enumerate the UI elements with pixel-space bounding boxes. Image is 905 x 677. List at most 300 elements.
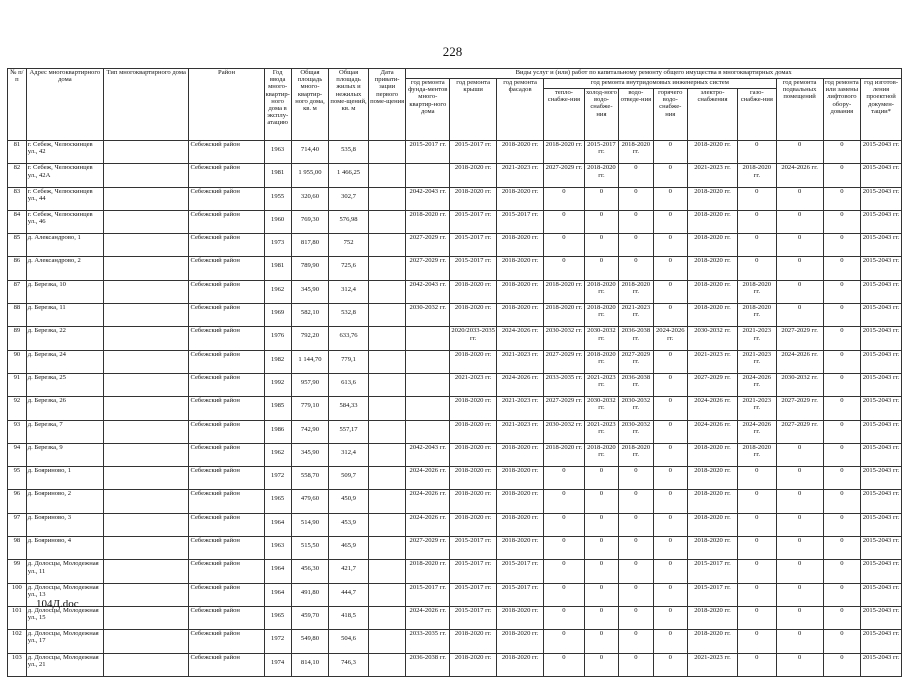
table-cell: 0 [738,187,777,210]
table-cell [368,280,406,303]
table-cell: 0 [823,537,861,560]
table-cell: 2018-2020 гг. [497,280,544,303]
table-cell [103,141,189,164]
table-cell [368,443,406,466]
table-row [8,210,902,233]
table-row [8,234,902,257]
table-cell [368,257,406,280]
table-cell: 0 [619,164,653,187]
table-row [8,327,902,350]
table-cell: 103 [8,653,27,676]
table-cell: д. Березка, 25 [26,373,103,396]
table-cell: 2015-2043 гг. [861,397,902,420]
table-cell: 0 [584,187,618,210]
header-elevator: год ремонта или замены лифтового обору-дования [823,79,861,141]
table-cell: Себежский район [189,513,264,536]
table-row [8,187,902,210]
table-cell: 2024-2026 гг. [497,327,544,350]
table-cell: 2030-2032 гг. [584,397,618,420]
table-cell: 2015-2017 гг. [406,141,450,164]
table-cell: 0 [619,583,653,606]
table-cell [103,397,189,420]
table-cell: 0 [738,583,777,606]
table-cell: 0 [653,397,687,420]
table-cell: 1964 [264,560,291,583]
header-systems-group: год ремонта внутридомовых инженерных систем [544,79,777,89]
table-cell: 1972 [264,630,291,653]
table-cell: 0 [823,420,861,443]
header-heat: тепло-снабже-ния [544,89,585,141]
table-cell: 2042-2043 гг. [406,187,450,210]
table-cell: 2018-2020 гг. [687,606,737,629]
table-cell: 2015-2017 гг. [450,583,497,606]
table-cell: 2021-2023 гг. [687,653,737,676]
table-cell: 1955 [264,187,291,210]
table-cell [368,467,406,490]
table-cell: д. Александрово, 1 [26,234,103,257]
table-cell [406,327,450,350]
table-cell: 1960 [264,210,291,233]
table-cell: 2015-2017 гг. [687,583,737,606]
table-cell: 2021-2023 гг. [584,373,618,396]
table-cell [406,164,450,187]
header-type: Тип многоквартирного дома [103,69,189,141]
table-cell: 1963 [264,141,291,164]
table-cell: 89 [8,327,27,350]
table-cell: Себежский район [189,164,264,187]
table-cell: Себежский район [189,397,264,420]
table-cell: 2015-2043 гг. [861,443,902,466]
table-cell: 491,80 [291,583,329,606]
table-cell [103,583,189,606]
table-cell: д. Березка, 26 [26,397,103,420]
table-cell: 2030-2032 гг. [619,420,653,443]
table-cell: 0 [823,560,861,583]
table-cell: 2018-2020 гг. [497,630,544,653]
table-row [8,443,902,466]
table-cell: 2018-2020 гг. [497,513,544,536]
table-cell: 0 [653,513,687,536]
table-cell: Себежский район [189,234,264,257]
table-cell: 2018-2020 гг. [450,467,497,490]
table-cell: 2027-2029 гг. [776,420,823,443]
table-cell: 2027-2029 гг. [406,234,450,257]
table-cell: 0 [544,630,585,653]
table-cell: 81 [8,141,27,164]
table-cell: 0 [823,583,861,606]
table-body [8,141,902,677]
table-cell: 2015-2017 гг. [450,234,497,257]
table-cell: 0 [738,210,777,233]
table-cell: 0 [619,490,653,513]
table-cell: 2024-2026 гг. [738,373,777,396]
table-cell: 2018-2020 гг. [687,210,737,233]
table-cell: 0 [738,537,777,560]
table-cell: 2027-2029 гг. [776,327,823,350]
table-cell: 0 [584,210,618,233]
table-cell [368,187,406,210]
table-cell [103,630,189,653]
table-cell: 0 [823,327,861,350]
table-cell [103,164,189,187]
table-cell: 1964 [264,513,291,536]
table-cell: 779,1 [329,350,369,373]
table-cell: 2018-2020 гг. [497,537,544,560]
table-cell: 2018-2020 гг. [450,653,497,676]
table-cell: 2027-2029 гг. [544,350,585,373]
table-cell: 102 [8,630,27,653]
table-cell: 101 [8,606,27,629]
table-cell: 1965 [264,606,291,629]
table-row [8,513,902,536]
table-cell: 85 [8,234,27,257]
table-cell: 1981 [264,164,291,187]
table-cell: 0 [544,606,585,629]
table-cell: 479,60 [291,490,329,513]
table-cell: 82 [8,164,27,187]
table-cell: 1973 [264,234,291,257]
table-cell: 1992 [264,373,291,396]
table-cell: 2030-2032 гг. [776,373,823,396]
table-cell [406,420,450,443]
table-cell: 2015-2043 гг. [861,630,902,653]
header-cold-water: холод-ного водо-снабже-ния [584,89,618,141]
table-cell: 99 [8,560,27,583]
table-cell: 0 [823,490,861,513]
table-cell: 769,30 [291,210,329,233]
table-cell: Себежский район [189,187,264,210]
table-cell: 0 [619,210,653,233]
table-cell: Себежский район [189,630,264,653]
table-cell: д. Березка, 9 [26,443,103,466]
table-cell: 2015-2043 гг. [861,164,902,187]
table-cell: 0 [619,537,653,560]
table-cell: 302,7 [329,187,369,210]
table-cell: 2015-2017 гг. [450,210,497,233]
table-cell: д. Бояриново, 4 [26,537,103,560]
table-cell [406,350,450,373]
header-address: Адрес многоквартирного дома [26,69,103,141]
table-cell: 2015-2017 гг. [406,583,450,606]
table-cell: 2018-2020 гг. [687,141,737,164]
table-cell: д. Бояриново, 2 [26,490,103,513]
table-cell: 0 [823,257,861,280]
table-cell: 714,40 [291,141,329,164]
table-cell: 2015-2017 гг. [687,560,737,583]
table-cell: 2030-2032 гг. [544,420,585,443]
table-cell [368,304,406,327]
table-cell: 0 [653,467,687,490]
table-cell: 2018-2020 гг. [544,443,585,466]
table-row [8,280,902,303]
table-cell: 0 [653,187,687,210]
table-cell: Себежский район [189,467,264,490]
table-cell: 1976 [264,327,291,350]
table-cell: 0 [823,141,861,164]
table-cell [368,420,406,443]
header-basement: год ремонта подвальных помещений [776,79,823,141]
table-cell: 2018-2020 гг. [687,537,737,560]
table-cell: 2020/2033-2035 гг. [450,327,497,350]
table-cell: д. Долосцы, Молодежная ул., 13 [26,583,103,606]
table-cell: 2018-2020 гг. [450,304,497,327]
table-cell: 93 [8,420,27,443]
header-docs: год изготов-ления проектной докумен-тации* [861,79,902,141]
table-cell: 0 [653,373,687,396]
table-cell: 2021-2023 гг. [738,350,777,373]
table-cell: Себежский район [189,210,264,233]
table-cell [103,234,189,257]
table-cell: 2015-2043 гг. [861,350,902,373]
table-cell: 2021-2023 гг. [584,420,618,443]
table-cell: 752 [329,234,369,257]
table-cell: 558,70 [291,467,329,490]
table-cell [406,373,450,396]
table-cell: 0 [544,257,585,280]
table-cell: 742,90 [291,420,329,443]
table-cell: 421,7 [329,560,369,583]
table-cell [103,373,189,396]
table-cell: Себежский район [189,537,264,560]
table-row [8,490,902,513]
table-cell: 2018-2020 гг. [497,304,544,327]
table-cell: 0 [544,210,585,233]
table-cell: 0 [619,560,653,583]
table-cell: д. Александрово, 2 [26,257,103,280]
table-cell: 0 [776,606,823,629]
table-cell: 2015-2043 гг. [861,560,902,583]
table-cell: 2018-2020 гг. [687,490,737,513]
table-cell: 725,6 [329,257,369,280]
table-cell: 0 [823,397,861,420]
table-cell: 0 [823,467,861,490]
table-cell: 83 [8,187,27,210]
table-cell: 87 [8,280,27,303]
table-cell: 0 [823,210,861,233]
table-cell: 2018-2020 гг. [450,187,497,210]
table-cell [103,513,189,536]
table-cell: 320,60 [291,187,329,210]
table-cell: 2018-2020 гг. [450,443,497,466]
table-row [8,397,902,420]
table-cell: 0 [738,234,777,257]
table-cell: 0 [738,257,777,280]
table-cell [103,653,189,676]
table-cell: д. Березка, 11 [26,304,103,327]
table-cell: 0 [823,373,861,396]
table-cell: 0 [823,606,861,629]
table-cell: 2018-2020 гг. [738,164,777,187]
table-cell: 2018-2020 гг. [687,257,737,280]
table-cell [103,490,189,513]
table-cell: 2021-2023 гг. [687,164,737,187]
table-cell: 2024-2026 гг. [687,420,737,443]
table-cell: 2018-2020 гг. [450,397,497,420]
table-cell: 91 [8,373,27,396]
table-cell: 2018-2020 гг. [738,443,777,466]
table-row [8,630,902,653]
table-cell: 312,4 [329,443,369,466]
table-cell: 0 [653,141,687,164]
table-cell [368,490,406,513]
table-cell: Себежский район [189,350,264,373]
table-cell: 2015-2017 гг. [450,537,497,560]
table-cell: 0 [544,537,585,560]
table-row [8,257,902,280]
table-row [8,304,902,327]
table-cell: 0 [619,257,653,280]
table-cell: 0 [776,630,823,653]
table-cell: 2018-2020 гг. [497,606,544,629]
table-cell: 0 [823,187,861,210]
table-cell: 88 [8,304,27,327]
table-cell: д. Бояриново, 1 [26,467,103,490]
table-cell: 2024-2026 гг. [406,490,450,513]
table-cell: 0 [619,234,653,257]
table-cell [103,560,189,583]
table-cell: 0 [776,141,823,164]
table-cell: 2030-2032 гг. [544,327,585,350]
table-cell: 0 [619,630,653,653]
table-cell: 2015-2043 гг. [861,490,902,513]
table-cell: Себежский район [189,141,264,164]
table-cell [368,630,406,653]
table-cell: 345,90 [291,280,329,303]
table-cell [368,210,406,233]
table-cell [368,537,406,560]
table-cell: 1 466,25 [329,164,369,187]
table-cell: 2021-2023 гг. [619,304,653,327]
table-cell: 312,4 [329,280,369,303]
table-cell [368,583,406,606]
table-cell: 0 [776,583,823,606]
table-cell: 535,8 [329,141,369,164]
table-cell: 2018-2020 гг. [497,141,544,164]
table-cell: 2021-2023 гг. [738,397,777,420]
table-cell: 2021-2023 гг. [497,164,544,187]
table-cell: 100 [8,583,27,606]
table-cell: 2015-2043 гг. [861,606,902,629]
table-cell: 459,70 [291,606,329,629]
header-services-group: Виды услуг и (или) работ по капитальному ремонту общего имущества в многоквартирных домах [406,69,902,79]
table-cell [103,257,189,280]
table-cell [368,350,406,373]
table-cell: 515,50 [291,537,329,560]
table-row [8,537,902,560]
table-cell: 2015-2043 гг. [861,187,902,210]
table-cell: 465,9 [329,537,369,560]
table-cell: 2030-2032 гг. [584,327,618,350]
table-cell: 0 [544,234,585,257]
table-cell: Себежский район [189,257,264,280]
table-row [8,350,902,373]
table-cell: 0 [823,443,861,466]
table-cell: 0 [544,467,585,490]
table-cell: 789,90 [291,257,329,280]
table-cell: 2021-2023 гг. [497,350,544,373]
table-cell: 2015-2043 гг. [861,280,902,303]
table-cell: 2018-2020 гг. [687,304,737,327]
table-cell: 2030-2032 гг. [687,327,737,350]
header-foundation: год ремонта фунда-ментов много-квартир-ного дома [406,79,450,141]
table-cell: 2018-2020 гг. [687,630,737,653]
table-cell: 2015-2043 гг. [861,513,902,536]
table-row [8,583,902,606]
table-cell: 2021-2023 гг. [738,327,777,350]
table-cell: 2018-2020 гг. [406,210,450,233]
table-cell: 0 [544,583,585,606]
table-cell [103,327,189,350]
table-cell: 2042-2043 гг. [406,280,450,303]
table-cell: 0 [653,257,687,280]
table-cell [103,420,189,443]
table-cell: 1969 [264,304,291,327]
table-cell: 2027-2029 гг. [406,257,450,280]
table-cell: Себежский район [189,420,264,443]
table-cell: 0 [653,443,687,466]
table-cell: 0 [776,653,823,676]
table-cell: 92 [8,397,27,420]
table-cell: 2018-2020 гг. [450,350,497,373]
table-cell: 0 [653,537,687,560]
table-cell [368,653,406,676]
table-cell [103,606,189,629]
table-cell: 0 [584,467,618,490]
table-cell: 0 [619,467,653,490]
table-cell: 0 [584,583,618,606]
table-cell: 2042-2043 гг. [406,443,450,466]
table-cell: 746,3 [329,653,369,676]
header-living-area: Общая площадь жилых и нежилых поме-щений, кв. м [329,69,369,141]
table-cell: 2018-2020 гг. [450,513,497,536]
table-cell: 2015-2043 гг. [861,234,902,257]
table-cell [103,350,189,373]
table-cell: 957,90 [291,373,329,396]
table-cell: 2015-2017 гг. [497,560,544,583]
table-cell: г. Себеж, Челюскинцев ул., 42 [26,141,103,164]
table-cell: 2021-2023 гг. [450,373,497,396]
table-cell: 2018-2020 гг. [497,653,544,676]
table-cell [103,443,189,466]
header-year-built: Год ввода много-квартир-ного дома в эксплу-атацию [264,69,291,141]
table-cell: 0 [776,187,823,210]
table-cell: 0 [823,350,861,373]
table-cell: 2018-2020 гг. [687,234,737,257]
table-cell: 584,33 [329,397,369,420]
table-cell: 2015-2043 гг. [861,327,902,350]
table-cell: 86 [8,257,27,280]
table-cell: 456,30 [291,560,329,583]
table-cell: Себежский район [189,443,264,466]
table-cell: 0 [584,537,618,560]
table-cell: 0 [653,350,687,373]
header-gas: газо-снабже-ния [738,89,777,141]
table-cell: 814,10 [291,653,329,676]
table-cell: 2018-2020 гг. [406,560,450,583]
table-cell: 0 [653,630,687,653]
table-cell: 504,6 [329,630,369,653]
table-cell: 2015-2043 гг. [861,304,902,327]
table-cell: 2018-2020 гг. [450,164,497,187]
table-cell: 1972 [264,467,291,490]
table-cell: 418,5 [329,606,369,629]
table-cell: 2018-2020 гг. [738,304,777,327]
table-cell: 1974 [264,653,291,676]
table-cell: д. Березка, 22 [26,327,103,350]
table-cell: 0 [584,234,618,257]
table-cell: 0 [776,560,823,583]
table-cell: 0 [738,653,777,676]
